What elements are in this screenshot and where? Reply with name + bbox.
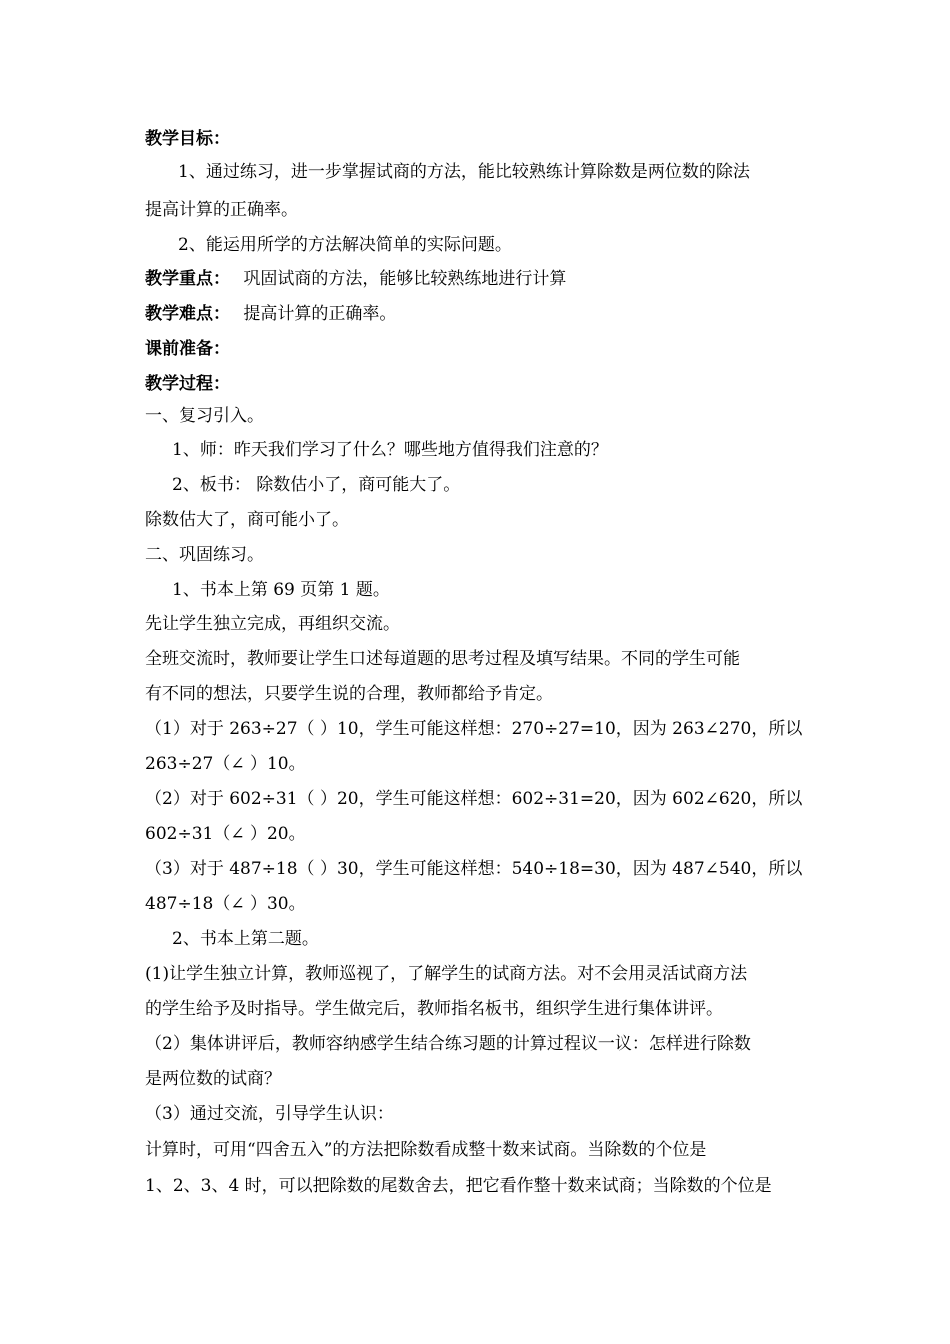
s2-item-1-paragraph-2-line2: 有不同的想法，只要学生说的合理，教师都给予肯定。 — [145, 684, 553, 704]
process-heading: 教学过程： — [145, 374, 230, 394]
example-1-line1: （1）对于 263÷27（ ）10，学生可能这样想：270÷27=10，因为 263∠270，所以 — [145, 719, 803, 739]
s1-item-1: 1、师：昨天我们学习了什么？哪些地方值得我们注意的？ — [172, 440, 608, 460]
difficulty-label: 教学难点： — [145, 304, 230, 324]
s1-item-2: 2、板书： 除数估小了，商可能大了。 — [172, 475, 461, 495]
s2-item-2-paragraph-3: （3）通过交流，引导学生认识： — [145, 1104, 394, 1124]
objectives-heading: 教学目标： — [145, 129, 230, 149]
example-1-line2: 263÷27（∠ ）10。 — [145, 754, 306, 774]
objective-1-line2: 提高计算的正确率。 — [145, 200, 298, 220]
key-points-text: 巩固试商的方法，能够比较熟练地进行计算 — [243, 269, 567, 289]
example-2-line2: 602÷31（∠ ）20。 — [145, 824, 306, 844]
key-points — [145, 267, 566, 291]
s2-item-2: 2、书本上第二题。 — [172, 929, 319, 949]
s2-item-1-paragraph-2-line1: 全班交流时，教师要让学生口述每道题的思考过程及填写结果。不同的学生可能 — [145, 649, 740, 669]
s2-item-2-paragraph-2-line1: （2）集体讲评后，教师容纳感学生结合练习题的计算过程议一议：怎样进行除数 — [145, 1034, 751, 1054]
s1-item-2-continued: 除数估大了，商可能小了。 — [145, 510, 349, 530]
s2-item-2-paragraph-1-line1: (1)让学生独立计算，教师巡视了，了解学生的试商方法。对不会用灵活试商方法 — [145, 964, 748, 984]
s2-item-1: 1、书本上第 69 页第 1 题。 — [172, 580, 390, 600]
example-3-line2: 487÷18（∠ ）30。 — [145, 894, 306, 914]
s2-item-1-paragraph-1: 先让学生独立完成，再组织交流。 — [145, 614, 400, 634]
s2-item-2-paragraph-4-line1: 计算时，可用“四舍五入”的方法把除数看成整十数来试商。当除数的个位是 — [145, 1140, 707, 1160]
example-2-line1: （2）对于 602÷31（ ）20，学生可能这样想：602÷31=20，因为 602∠620，所以 — [145, 789, 803, 809]
s2-item-2-paragraph-1-line2: 的学生给予及时指导。学生做完后，教师指名板书，组织学生进行集体讲评。 — [145, 999, 723, 1019]
objective-1-line1: 1、通过练习，进一步掌握试商的方法，能比较熟练计算除数是两位数的除法 — [178, 162, 750, 182]
s2-item-2-paragraph-4-line2: 1、2、3、4 时，可以把除数的尾数舍去，把它看作整十数来试商；当除数的个位是 — [145, 1176, 772, 1196]
section-1-heading: 一、复习引入。 — [145, 406, 264, 426]
example-3-line1: （3）对于 487÷18（ ）30，学生可能这样想：540÷18=30，因为 487∠540，所以 — [145, 859, 803, 879]
preparation-heading: 课前准备： — [145, 339, 230, 359]
objective-2: 2、能运用所学的方法解决简单的实际问题。 — [178, 235, 512, 255]
section-2-heading: 二、巩固练习。 — [145, 545, 264, 565]
s2-item-2-paragraph-2-line2: 是两位数的试商？ — [145, 1069, 281, 1089]
difficulty-text: 提高计算的正确率。 — [243, 304, 397, 324]
key-points-label: 教学重点： — [145, 269, 230, 289]
difficulty — [145, 302, 396, 326]
